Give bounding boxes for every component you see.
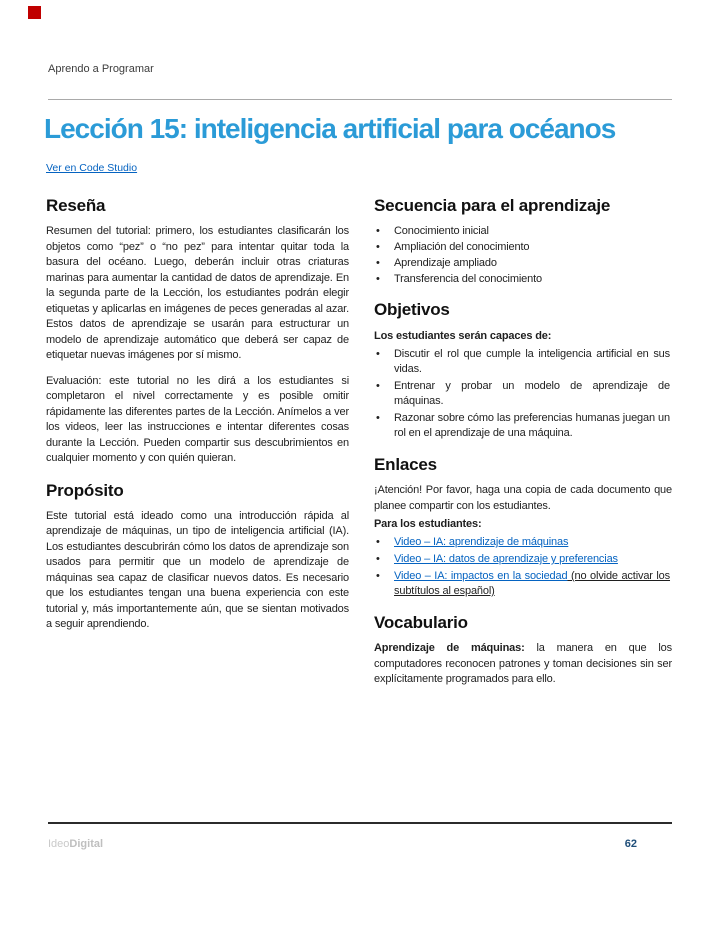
list-item: [374, 552, 672, 567]
document-header-label: Aprendo a Programar: [48, 63, 154, 75]
header-divider: [48, 99, 672, 100]
objetivos-list: [374, 347, 672, 441]
resena-heading: Reseña: [46, 196, 106, 215]
list-item: • Ampliación del conocimiento: [374, 240, 672, 254]
left-column: [46, 196, 349, 643]
objetivos-heading: Objetivos: [374, 300, 450, 319]
right-column: [374, 196, 672, 698]
video-link-aprendizaje[interactable]: Video – IA: aprendizaje de máquinas: [394, 536, 569, 548]
resena-paragraph-2: Evaluación: este tutorial no les dirá a los estudiantes si completaron el nivel correctamente y es posible omitir rápidamente las diferentes partes de la Lección. Anímelos a ver los videos, leer las instrucciones e intentar diferentes cosas durante la Lección. Pueden compartir sus descubrimientos en cualquier momento y con quién quieran.: [46, 374, 349, 464]
enlaces-intro: ¡Atención! Por favor, haga una copia de cada documento que planee compartir con los estudiantes.: [374, 484, 672, 512]
lesson-title: Lección 15: inteligencia artificial para océanos: [44, 113, 616, 144]
footer-divider: [48, 822, 672, 824]
list-item: • Conocimiento inicial: [374, 224, 672, 238]
vocab-term: Aprendizaje de máquinas:: [374, 642, 525, 654]
secuencia-list: [374, 224, 672, 286]
enlaces-list: [374, 535, 672, 599]
objetivos-lead: Los estudiantes serán capaces de:: [374, 330, 552, 342]
list-item: • Entrenar y probar un modelo de aprendizaje de máquinas.: [374, 379, 672, 409]
list-item: [374, 569, 672, 599]
resena-paragraph-1: Resumen del tutorial: primero, los estudiantes clasificarán los objetos como “pez” o “no pez” para intentar quitar toda la basura del océano. Luego, deberán incluir otras criaturas marinas para aumentar la cantidad de datos de aprendizaje. En la segunda parte de la Lección, los estudiantes podrán elegir etiquetas y aplicarlas en imágenes de peces generadas al azar. Estos datos de aprendizaje se usarán para estructurar un modelo de aprendizaje automático que deberá ser capaz de etiquetar nuevas imágenes por sí mismo.: [46, 225, 349, 361]
video-link-datos[interactable]: Video – IA: datos de aprendizaje y preferencias: [394, 553, 618, 565]
video-link-impactos-note: (no olvide activar los subtítulos al español): [394, 570, 671, 597]
proposito-paragraph: Este tutorial está ideado como una introducción rápida al aprendizaje de máquinas, un tipo de inteligencia artificial (IA). Los estudiantes descubrirán cómo los datos de aprendizaje son usados para permitir que un modelo de aprendizaje de máquinas sea capaz de clasificar nuevos datos. Es necesario que los estudiantes tengan una buena experiencia con este tutorial y, más importantemente aún, que se sientan motivados a seguir aprendiendo.: [46, 509, 349, 630]
secuencia-heading: Secuencia para el aprendizaje: [374, 196, 611, 215]
code-studio-link[interactable]: Ver en Code Studio: [46, 162, 138, 174]
footer-brand-light: Ideo: [48, 838, 70, 850]
list-item: • Aprendizaje ampliado: [374, 256, 672, 270]
list-item: [374, 535, 672, 550]
vocab-definition: la manera en que los computadores reconocen patrones y toman decisiones sin ser explícitamente programados para ello.: [374, 642, 672, 685]
proposito-heading: Propósito: [46, 480, 124, 500]
accent-square: [28, 6, 41, 19]
footer-brand: [48, 838, 103, 850]
enlaces-heading: Enlaces: [374, 455, 437, 474]
vocabulario-heading: Vocabulario: [374, 613, 468, 632]
enlaces-lead: Para los estudiantes:: [374, 518, 482, 530]
page-number: 62: [624, 838, 637, 850]
list-item: • Discutir el rol que cumple la inteligencia artificial en sus vidas.: [374, 347, 672, 377]
footer-brand-bold: Digital: [69, 838, 104, 850]
list-item: • Razonar sobre cómo las preferencias humanas juegan un rol en el aprendizaje de una máquina.: [374, 411, 672, 441]
list-item: • Transferencia del conocimiento: [374, 272, 672, 286]
video-link-impactos[interactable]: Video – IA: impactos en la sociedad: [394, 570, 568, 582]
vocabulario-paragraph: [374, 641, 672, 688]
